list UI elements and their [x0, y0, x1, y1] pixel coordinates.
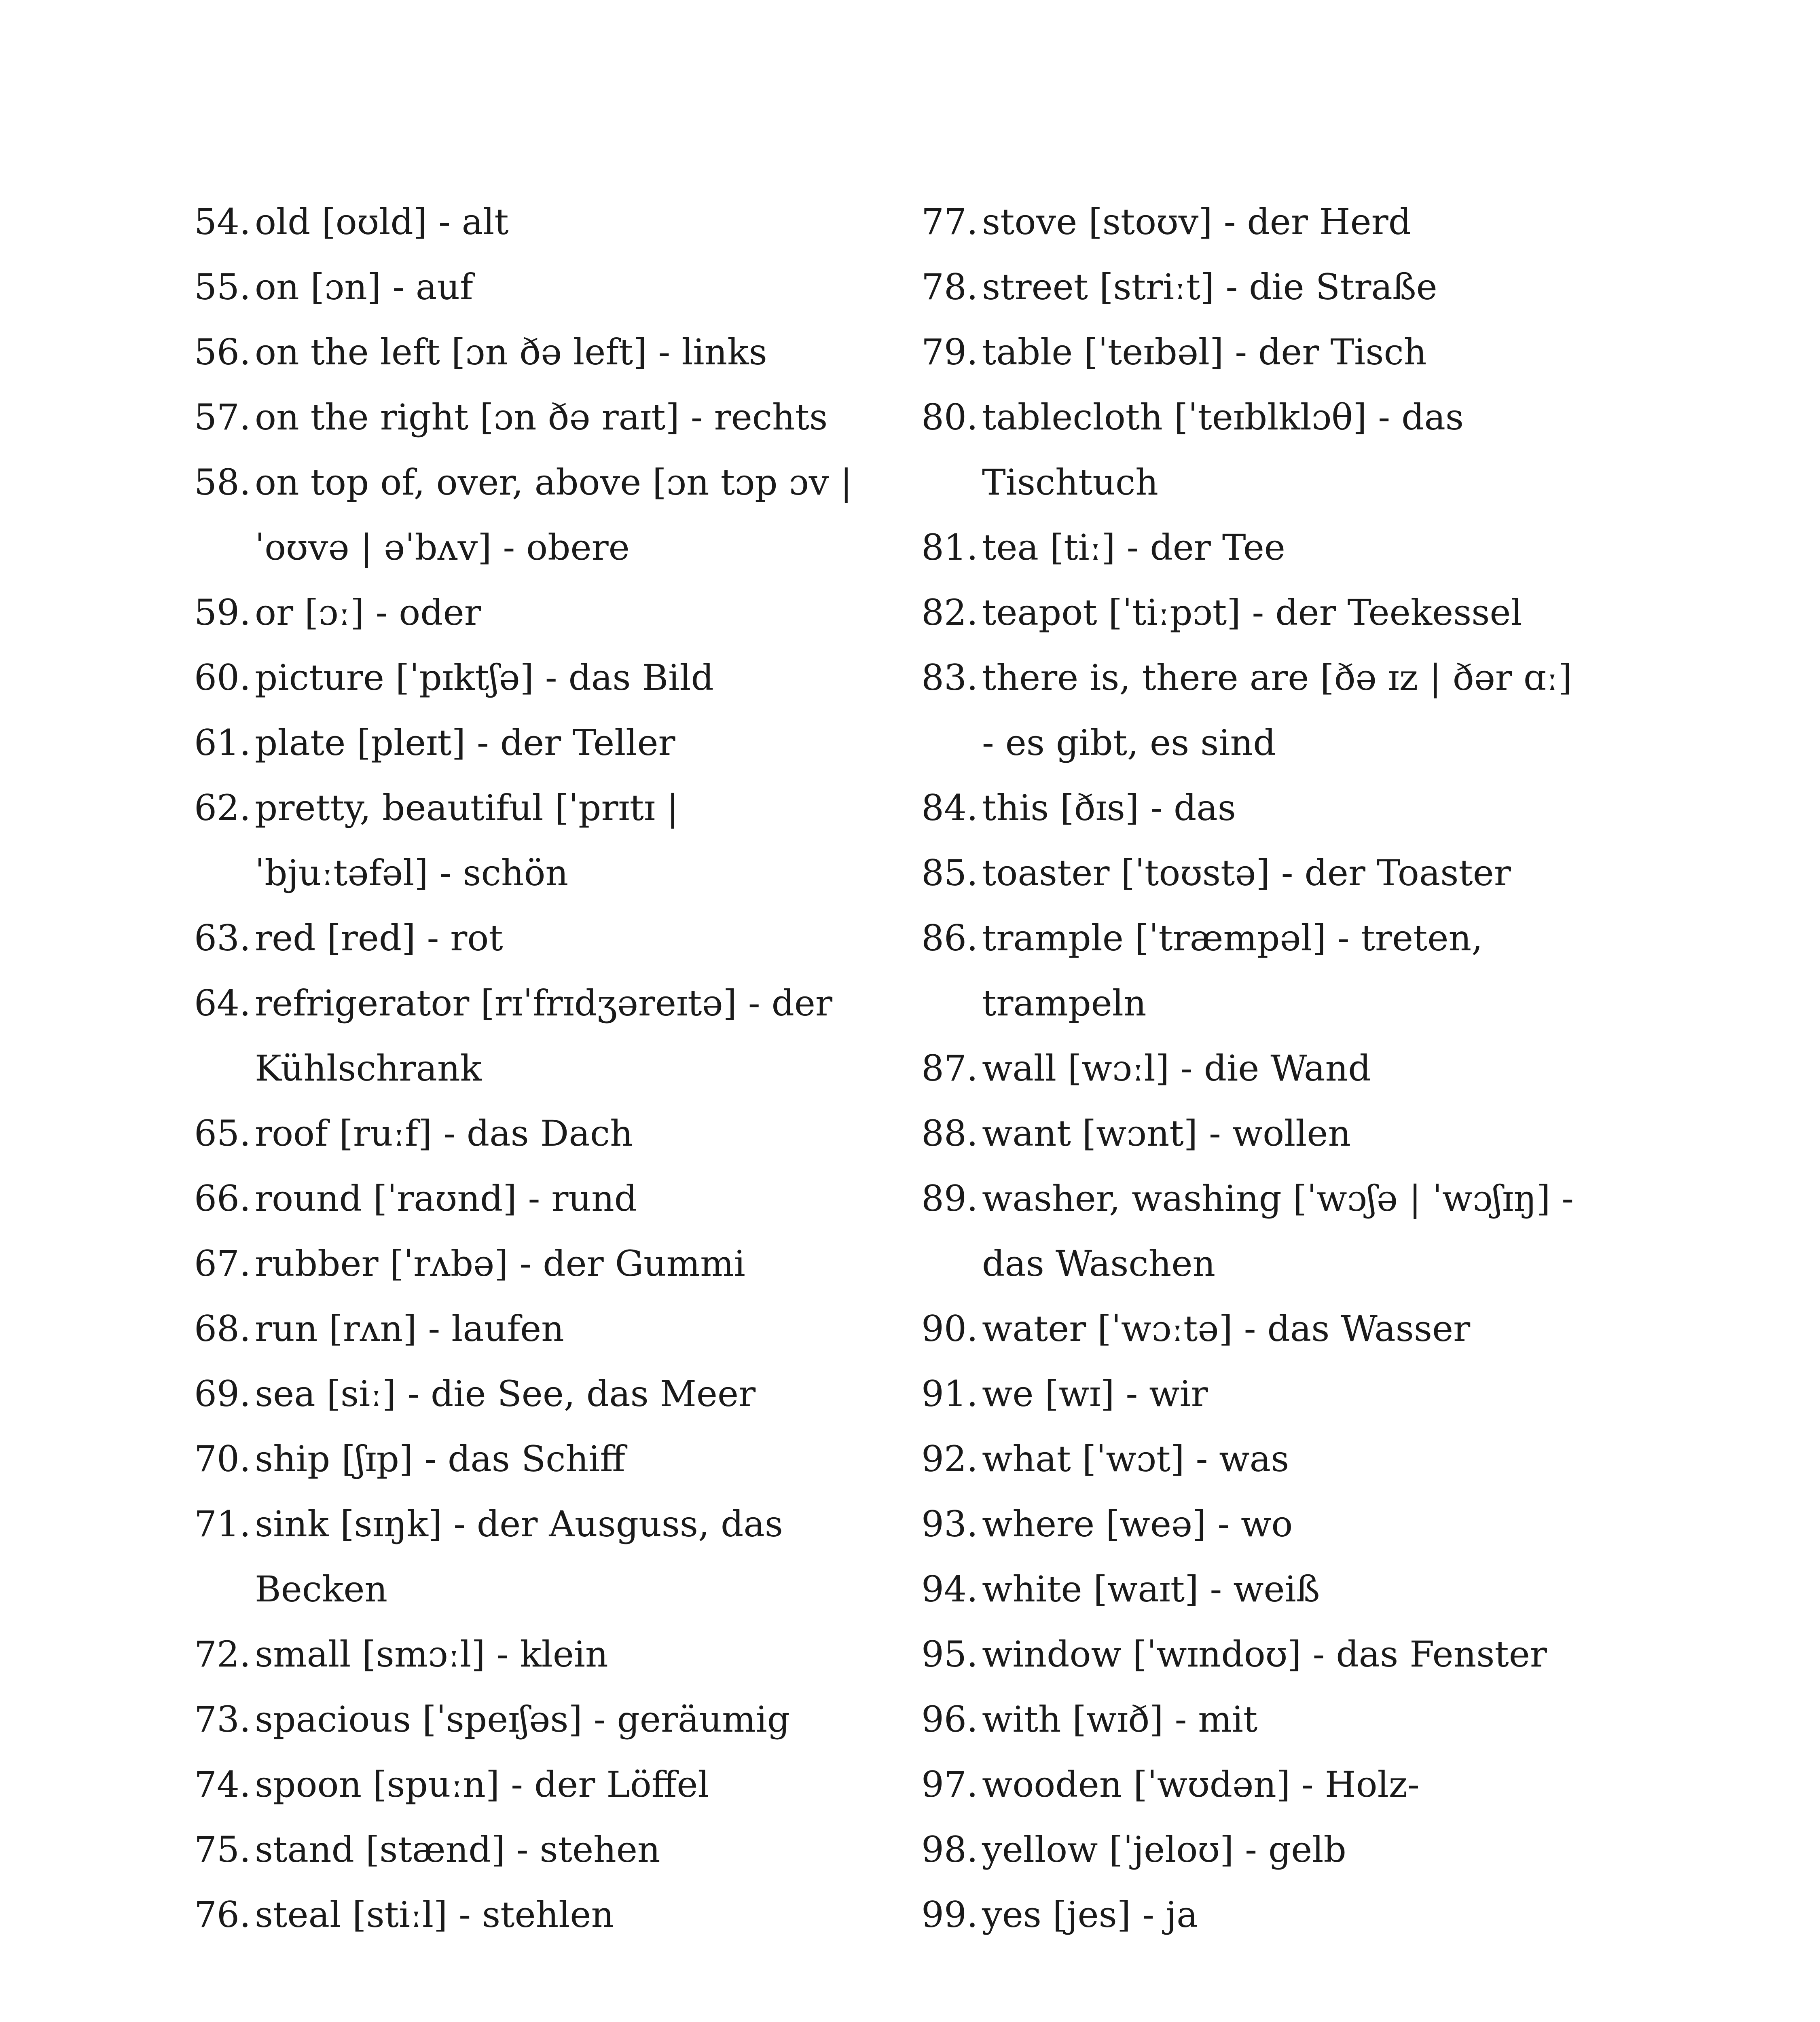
entry-text: washer, washing [ˈwɔʃə | ˈwɔʃɪŋ] - das Waschen — [982, 1178, 1574, 1284]
entry-number: 72. — [194, 1633, 251, 1675]
entry-number: 59. — [194, 592, 251, 633]
entry-number: 84. — [921, 787, 978, 829]
entry-text: run [rʌn] - laufen — [255, 1308, 564, 1349]
entry-number: 69. — [194, 1373, 251, 1415]
entry-text: small [smɔːl] - klein — [255, 1633, 608, 1675]
entry-number: 79. — [921, 331, 978, 373]
entry-text: on [ɔn] - auf — [255, 266, 473, 308]
vocabulary-entry — [921, 1557, 1593, 1622]
entry-text: or [ɔː] - oder — [255, 592, 481, 633]
entry-number: 95. — [921, 1633, 978, 1675]
vocabulary-entry — [194, 1622, 857, 1687]
entry-number: 62. — [194, 787, 251, 829]
vocabulary-entry — [921, 1166, 1593, 1296]
entry-number: 89. — [921, 1178, 978, 1219]
vocabulary-entry — [921, 189, 1593, 254]
vocabulary-entry — [194, 1882, 857, 1947]
entry-number: 78. — [921, 266, 978, 308]
entry-number: 88. — [921, 1113, 978, 1154]
vocabulary-entry — [194, 1491, 857, 1622]
entry-number: 99. — [921, 1894, 978, 1935]
entry-text: white [waɪt] - weiß — [982, 1568, 1320, 1610]
vocabulary-entry — [194, 1752, 857, 1817]
entry-text: on top of, over, above [ɔn tɔp ɔv | ˈoʊvə | əˈbʌv] - obere — [255, 461, 853, 568]
vocabulary-entry — [194, 580, 857, 645]
vocabulary-entry — [194, 1101, 857, 1166]
entry-text: this [ðɪs] - das — [982, 787, 1236, 829]
entry-text: pretty, beautiful [ˈprɪtɪ | ˈbjuːtəfəl] - schön — [255, 787, 679, 894]
entry-number: 80. — [921, 396, 978, 438]
entry-text: spacious [ˈspeɪʃəs] - geräumig — [255, 1698, 790, 1740]
vocabulary-entry — [921, 1426, 1593, 1491]
entry-text: stand [stænd] - stehen — [255, 1829, 660, 1870]
vocabulary-entry — [921, 1817, 1593, 1882]
entry-text: steal [stiːl] - stehlen — [255, 1894, 614, 1935]
vocabulary-entry — [194, 905, 857, 971]
vocabulary-entry — [921, 385, 1593, 515]
vocabulary-entry — [921, 1687, 1593, 1752]
entry-text: toaster [ˈtoʊstə] - der Toaster — [982, 852, 1511, 894]
entry-number: 56. — [194, 331, 251, 373]
vocabulary-entry — [194, 1426, 857, 1491]
vocabulary-entry — [921, 905, 1593, 1036]
vocabulary-entry — [194, 1687, 857, 1752]
entry-text: wall [wɔːl] - die Wand — [982, 1047, 1371, 1089]
entry-number: 81. — [921, 527, 978, 568]
vocabulary-entry — [921, 775, 1593, 840]
vocabulary-entry — [194, 645, 857, 710]
entry-number: 57. — [194, 396, 251, 438]
entry-text: roof [ruːf] - das Dach — [255, 1113, 633, 1154]
entry-text: round [ˈraʊnd] - rund — [255, 1178, 637, 1219]
entry-number: 93. — [921, 1503, 978, 1545]
entry-number: 90. — [921, 1308, 978, 1349]
vocabulary-entry — [194, 710, 857, 775]
vocabulary-entry — [921, 1882, 1593, 1947]
entry-text: picture [ˈpɪktʃə] - das Bild — [255, 657, 714, 698]
entry-text: teapot [ˈtiːpɔt] - der Teekessel — [982, 592, 1522, 633]
entry-text: street [striːt] - die Straße — [982, 266, 1437, 308]
vocabulary-entry — [194, 319, 857, 385]
entry-number: 70. — [194, 1438, 251, 1480]
vocabulary-entry — [921, 1296, 1593, 1361]
vocabulary-list-left — [194, 189, 857, 1947]
vocabulary-entry — [921, 645, 1593, 775]
entry-text: where [weə] - wo — [982, 1503, 1293, 1545]
entry-text: on the left [ɔn ðə left] - links — [255, 331, 767, 373]
entry-number: 60. — [194, 657, 251, 698]
entry-text: yellow [ˈjeloʊ] - gelb — [982, 1829, 1346, 1870]
entry-text: wooden [ˈwʊdən] - Holz- — [982, 1764, 1420, 1805]
entry-text: table [ˈteɪbəl] - der Tisch — [982, 331, 1427, 373]
entry-number: 74. — [194, 1764, 251, 1805]
vocabulary-entry — [921, 840, 1593, 905]
entry-number: 94. — [921, 1568, 978, 1610]
entry-number: 54. — [194, 201, 251, 243]
entry-number: 85. — [921, 852, 978, 894]
vocabulary-entry — [194, 971, 857, 1101]
entry-number: 61. — [194, 722, 251, 764]
vocabulary-entry — [194, 385, 857, 450]
entry-text: refrigerator [rɪˈfrɪdʒəreɪtə] - der Kühlschrank — [255, 982, 833, 1089]
entry-number: 71. — [194, 1503, 251, 1545]
vocabulary-entry — [921, 1361, 1593, 1426]
entry-text: water [ˈwɔːtə] - das Wasser — [982, 1308, 1471, 1349]
vocabulary-entry — [921, 254, 1593, 319]
entry-number: 68. — [194, 1308, 251, 1349]
vocabulary-entry — [921, 1036, 1593, 1101]
entry-number: 55. — [194, 266, 251, 308]
entry-number: 92. — [921, 1438, 978, 1480]
entry-text: tea [tiː] - der Tee — [982, 527, 1285, 568]
entry-text: old [oʊld] - alt — [255, 201, 509, 243]
vocabulary-entry — [194, 450, 857, 580]
entry-number: 98. — [921, 1829, 978, 1870]
entry-number: 91. — [921, 1373, 978, 1415]
entry-number: 63. — [194, 917, 251, 959]
entry-text: rubber [ˈrʌbə] - der Gummi — [255, 1243, 745, 1284]
entry-text: window [ˈwɪndoʊ] - das Fenster — [982, 1633, 1547, 1675]
entry-number: 97. — [921, 1764, 978, 1805]
vocabulary-entry — [194, 1296, 857, 1361]
entry-number: 76. — [194, 1894, 251, 1935]
entry-text: there is, there are [ðə ɪz | ðər ɑː] - es gibt, es sind — [982, 657, 1572, 764]
entry-number: 66. — [194, 1178, 251, 1219]
entry-text: want [wɔnt] - wollen — [982, 1113, 1351, 1154]
vocabulary-entry — [921, 1491, 1593, 1557]
vocabulary-entry — [194, 1231, 857, 1296]
vocabulary-entry — [194, 1361, 857, 1426]
entry-text: sink [sɪŋk] - der Ausguss, das Becken — [255, 1503, 783, 1610]
entry-number: 87. — [921, 1047, 978, 1089]
vocabulary-list-right — [921, 189, 1593, 1947]
vocabulary-entry — [921, 1622, 1593, 1687]
entry-text: red [red] - rot — [255, 917, 503, 959]
entry-number: 77. — [921, 201, 978, 243]
entry-text: with [wɪð] - mit — [982, 1698, 1258, 1740]
entry-number: 96. — [921, 1698, 978, 1740]
entry-text: what [ˈwɔt] - was — [982, 1438, 1289, 1480]
entry-text: we [wɪ] - wir — [982, 1373, 1208, 1415]
entry-number: 83. — [921, 657, 978, 698]
entry-number: 86. — [921, 917, 978, 959]
entry-text: tablecloth [ˈteɪblklɔθ] - das Tischtuch — [982, 396, 1464, 503]
vocabulary-entry — [921, 1101, 1593, 1166]
entry-number: 75. — [194, 1829, 251, 1870]
entry-text: plate [pleɪt] - der Teller — [255, 722, 675, 764]
entry-text: ship [ʃɪp] - das Schiff — [255, 1438, 625, 1480]
vocabulary-entry — [921, 515, 1593, 580]
entry-text: on the right [ɔn ðə raɪt] - rechts — [255, 396, 828, 438]
vocabulary-entry — [921, 319, 1593, 385]
vocabulary-entry — [921, 1752, 1593, 1817]
vocabulary-entry — [194, 254, 857, 319]
entry-text: trample [ˈtræmpəl] - treten, trampeln — [982, 917, 1483, 1024]
entry-text: stove [stoʊv] - der Herd — [982, 201, 1412, 243]
entry-text: spoon [spuːn] - der Löffel — [255, 1764, 709, 1805]
entry-number: 58. — [194, 461, 251, 503]
entry-number: 82. — [921, 592, 978, 633]
entry-number: 67. — [194, 1243, 251, 1284]
entry-text: sea [siː] - die See, das Meer — [255, 1373, 756, 1415]
entry-number: 65. — [194, 1113, 251, 1154]
vocabulary-entry — [194, 189, 857, 254]
vocabulary-entry — [921, 580, 1593, 645]
vocabulary-entry — [194, 1817, 857, 1882]
vocabulary-entry — [194, 1166, 857, 1231]
entry-number: 73. — [194, 1698, 251, 1740]
vocabulary-entry — [194, 775, 857, 905]
entry-text: yes [jes] - ja — [982, 1894, 1198, 1935]
entry-number: 64. — [194, 982, 251, 1024]
